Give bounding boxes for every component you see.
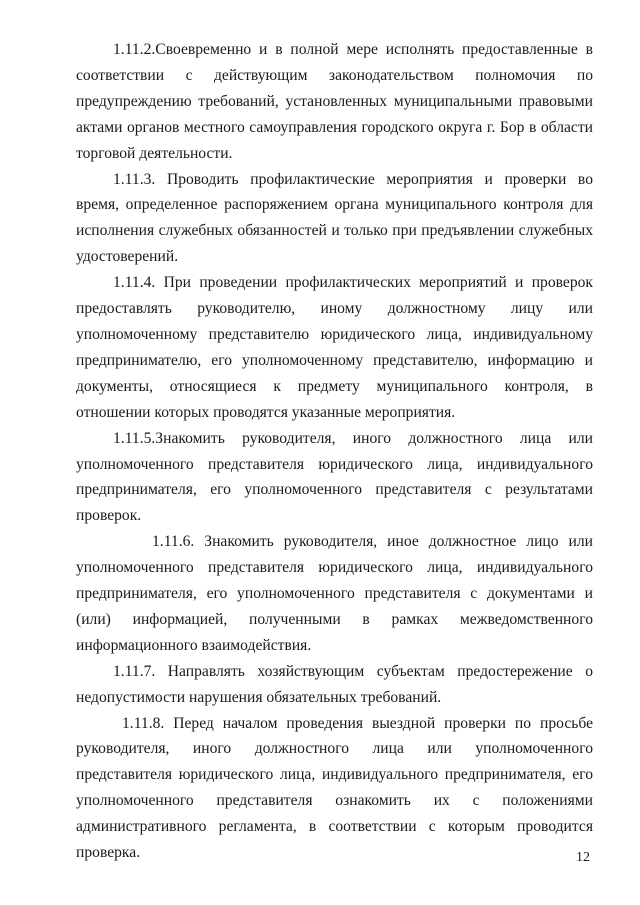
page-number: 12 xyxy=(576,850,590,865)
paragraph-1-11-7: 1.11.7. Направлять хозяйствующим субъектам предостережение о недопустимости нарушения обязательных требований. xyxy=(76,662,593,706)
paragraph-1-11-2: 1.11.2.Своевременно и в полной мере исполнять предоставленные в соответствии с действующим законодательством полномочия по предупреждению требований, установленных муниципальными правовыми актами органов местного самоуправления городского округа г. Бор в области торговой деятельности. xyxy=(76,41,593,162)
document-body xyxy=(76,37,593,866)
paragraph-1-11-3: 1.11.3. Проводить профилактические мероприятия и проверки во время, определенное распоряжением органа муниципального контроля для исполнения служебных обязанностей и только при предъявлении служебных удостоверений. xyxy=(76,170,593,266)
paragraph-1-11-6: 1.11.6. Знакомить руководителя, иное должностное лицо или уполномоченного представителя юридического лица, индивидуального предпринимателя, его уполномоченного представителя с документами и (или) информацией, полученными в рамках межведомственного информационного взаимодействия. xyxy=(76,533,593,654)
paragraph-1-11-5: 1.11.5.Знакомить руководителя, иного должностного лица или уполномоченного представителя юридического лица, индивидуального предпринимателя, его уполномоченного представителя с результатами проверок. xyxy=(76,429,593,525)
paragraph-1-11-4: 1.11.4. При проведении профилактических мероприятий и проверок предоставлять руководителю, иному должностному лицу или уполномоченному представителю юридического лица, индивидуальному предпринимателю, его уполномоченному представителю, информацию и документы, относящиеся к предмету муниципального контроля, в отношении которых проводятся указанные мероприятия. xyxy=(76,274,593,421)
paragraph-1-11-8: 1.11.8. Перед началом проведения выездной проверки по просьбе руководителя, иного должностного лица или уполномоченного представителя юридического лица, индивидуального предпринимателя, его уполномоченного представителя ознакомить их с положениями административного регламента, в соответствии с которым проводится проверка. xyxy=(76,714,593,862)
